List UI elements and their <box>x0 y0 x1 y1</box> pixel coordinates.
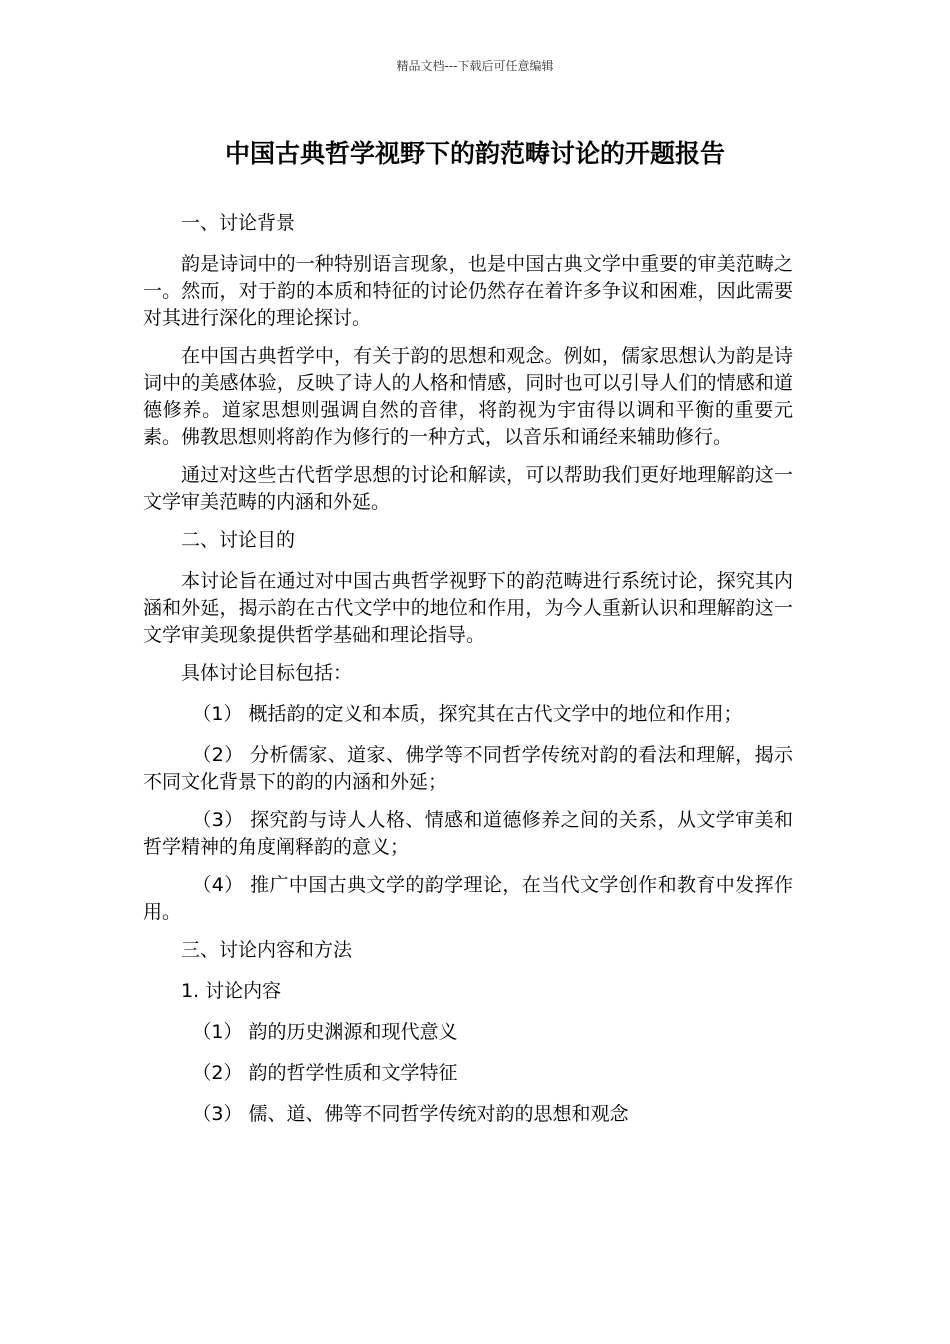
paragraph: 通过对这些古代哲学思想的讨论和解读，可以帮助我们更好地理解韵这一文学审美范畴的内涵和外延。 <box>143 464 793 513</box>
section-heading-content-method: 三、讨论内容和方法 <box>181 939 353 961</box>
page-header: 精品文档---下载后可任意编辑 <box>396 59 554 73</box>
section-heading-background: 一、讨论背景 <box>181 212 296 234</box>
goal-item: （2） 分析儒家、道家、佛学等不同哲学传统对韵的看法和理解，揭示不同文化背景下的韵的内涵和外延； <box>143 744 793 793</box>
goal-item: （1） 概括韵的定义和本质，探究其在古代文学中的地位和作用； <box>192 703 743 725</box>
content-item: （1） 韵的历史渊源和现代意义 <box>192 1021 458 1043</box>
paragraph: 在中国古典哲学中，有关于韵的思想和观念。例如，儒家思想认为韵是诗词中的美感体验，反映了诗人的人格和情感，同时也可以引导人们的情感和道德修养。道家思想则强调自然的音律，将韵视为宇宙得以调和平衡的重要元素。佛教思想则将韵作为修行的一种方式，以音乐和诵经来辅助修行。 <box>143 345 793 448</box>
subsection-heading-content: 1. 讨论内容 <box>181 980 282 1002</box>
content-item: （3） 儒、道、佛等不同哲学传统对韵的思想和观念 <box>192 1103 629 1125</box>
goal-item: （4） 推广中国古典文学的韵学理论，在当代文学创作和教育中发挥作用。 <box>143 874 793 923</box>
content-item: （2） 韵的哲学性质和文学特征 <box>192 1062 458 1084</box>
goal-item: （3） 探究韵与诗人人格、情感和道德修养之间的关系，从文学审美和哲学精神的角度阐释韵的意义； <box>143 809 793 858</box>
document-body <box>143 210 793 1142</box>
section-heading-purpose: 二、讨论目的 <box>181 529 296 551</box>
document-title: 中国古典哲学视野下的韵范畴讨论的开题报告 <box>224 139 725 168</box>
paragraph: 本讨论旨在通过对中国古典哲学视野下的韵范畴进行系统讨论，探究其内涵和外延，揭示韵在古代文学中的地位和作用，为今人重新认识和理解韵这一文学审美现象提供哲学基础和理论指导。 <box>143 570 793 646</box>
paragraph: 韵是诗词中的一种特别语言现象，也是中国古典文学中重要的审美范畴之一。然而，对于韵的本质和特征的讨论仍然存在着许多争议和困难，因此需要对其进行深化的理论探讨。 <box>143 253 793 329</box>
paragraph-goals-intro: 具体讨论目标包括： <box>181 662 353 684</box>
